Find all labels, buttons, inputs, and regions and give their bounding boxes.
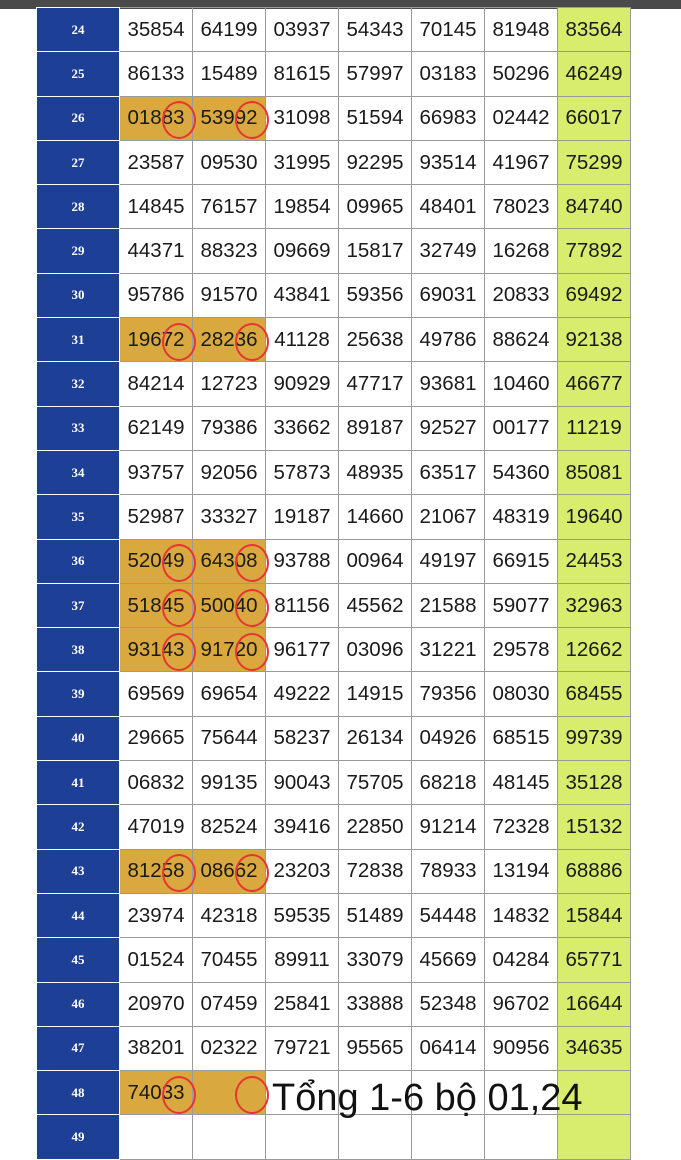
number-cell: 76157 (193, 185, 266, 229)
number-cell: 06414 (412, 1026, 485, 1070)
number-cell: 16644 (558, 982, 631, 1026)
number-cell: 93681 (412, 362, 485, 406)
table-row (37, 450, 631, 494)
number-cell: 91570 (193, 273, 266, 317)
number-cell: 95565 (339, 1026, 412, 1070)
number-cell: 50296 (485, 52, 558, 96)
number-cell: 91214 (412, 805, 485, 849)
number-cell: 70455 (193, 938, 266, 982)
number-cell: 92056 (193, 450, 266, 494)
number-cell: 14845 (120, 185, 193, 229)
row-index: 48 (37, 1071, 120, 1115)
number-cell: 75705 (339, 761, 412, 805)
number-cell: 28236 (193, 318, 266, 362)
number-cell: 08030 (485, 672, 558, 716)
row-index: 34 (37, 450, 120, 494)
number-cell: 79721 (266, 1026, 339, 1070)
row-index: 25 (37, 52, 120, 96)
number-cell: 25638 (339, 318, 412, 362)
number-cell: 31098 (266, 96, 339, 140)
number-cell: 15132 (558, 805, 631, 849)
number-cell: 64308 (193, 539, 266, 583)
row-index: 39 (37, 672, 120, 716)
row-index: 46 (37, 982, 120, 1026)
number-cell: 89187 (339, 406, 412, 450)
number-cell: 00177 (485, 406, 558, 450)
number-cell: 86133 (120, 52, 193, 96)
number-cell: 49786 (412, 318, 485, 362)
number-cell: 03183 (412, 52, 485, 96)
table-row (37, 1026, 631, 1070)
number-cell: 01883 (120, 96, 193, 140)
table-row (37, 893, 631, 937)
number-cell: 09965 (339, 185, 412, 229)
row-index: 26 (37, 96, 120, 140)
number-cell: 23974 (120, 893, 193, 937)
table-row (37, 628, 631, 672)
number-cell: 52987 (120, 495, 193, 539)
number-cell: 45562 (339, 583, 412, 627)
number-cell: 78933 (412, 849, 485, 893)
table-row (37, 849, 631, 893)
number-cell: 46249 (558, 52, 631, 96)
number-cell: 52348 (412, 982, 485, 1026)
number-cell: 90956 (485, 1026, 558, 1070)
number-cell: 72328 (485, 805, 558, 849)
number-cell: 65771 (558, 938, 631, 982)
number-cell: 78023 (485, 185, 558, 229)
table-row (37, 318, 631, 362)
table-row (37, 805, 631, 849)
row-index: 27 (37, 140, 120, 184)
number-cell: 69031 (412, 273, 485, 317)
number-cell: 12723 (193, 362, 266, 406)
number-cell: 23587 (120, 140, 193, 184)
number-cell: 53992 (193, 96, 266, 140)
table-row (37, 716, 631, 760)
number-cell: 20833 (485, 273, 558, 317)
number-cell: 39416 (266, 805, 339, 849)
number-cell: 23203 (266, 849, 339, 893)
number-cell: 95786 (120, 273, 193, 317)
number-cell: 74033 (120, 1071, 193, 1115)
table-row (37, 1115, 631, 1159)
row-index: 45 (37, 938, 120, 982)
table-row (37, 96, 631, 140)
number-cell: 88323 (193, 229, 266, 273)
table-row (37, 140, 631, 184)
number-cell: 92138 (558, 318, 631, 362)
number-cell: 54448 (412, 893, 485, 937)
number-cell: 16268 (485, 229, 558, 273)
number-cell: 01524 (120, 938, 193, 982)
number-cell: 68515 (485, 716, 558, 760)
number-cell: 90929 (266, 362, 339, 406)
table-row (37, 982, 631, 1026)
row-index: 33 (37, 406, 120, 450)
number-cell: 79356 (412, 672, 485, 716)
number-cell: 38201 (120, 1026, 193, 1070)
number-cell: 49222 (266, 672, 339, 716)
number-cell: 10460 (485, 362, 558, 406)
number-cell: 49197 (412, 539, 485, 583)
number-cell: 14832 (485, 893, 558, 937)
number-cell (193, 1071, 266, 1115)
number-cell: 93143 (120, 628, 193, 672)
number-cell: 52049 (120, 539, 193, 583)
number-cell: 33888 (339, 982, 412, 1026)
number-cell: 13194 (485, 849, 558, 893)
number-cell: 29665 (120, 716, 193, 760)
table-row (37, 52, 631, 96)
number-cell: 85081 (558, 450, 631, 494)
number-cell: 02442 (485, 96, 558, 140)
number-cell: 50040 (193, 583, 266, 627)
number-cell: 35128 (558, 761, 631, 805)
number-cell: 47717 (339, 362, 412, 406)
number-cell: 66017 (558, 96, 631, 140)
table-row (37, 406, 631, 450)
table-row (37, 185, 631, 229)
number-cell: 48319 (485, 495, 558, 539)
number-cell: 57873 (266, 450, 339, 494)
number-cell: 47019 (120, 805, 193, 849)
number-cell: 69654 (193, 672, 266, 716)
number-cell: 92295 (339, 140, 412, 184)
number-cell: 41967 (485, 140, 558, 184)
number-cell: 59356 (339, 273, 412, 317)
number-cell: 93514 (412, 140, 485, 184)
number-cell: 66915 (485, 539, 558, 583)
number-cell: 51594 (339, 96, 412, 140)
number-cell: 81156 (266, 583, 339, 627)
number-cell: 04926 (412, 716, 485, 760)
number-cell: 09669 (266, 229, 339, 273)
number-cell: 64199 (193, 8, 266, 52)
number-cell: 54343 (339, 8, 412, 52)
number-cell: 33327 (193, 495, 266, 539)
number-cell: 31221 (412, 628, 485, 672)
number-cell: 81948 (485, 8, 558, 52)
number-cell: 19672 (120, 318, 193, 362)
number-cell: 96702 (485, 982, 558, 1026)
number-cell: 00964 (339, 539, 412, 583)
row-index: 30 (37, 273, 120, 317)
number-cell (558, 1115, 631, 1159)
number-cell: 84740 (558, 185, 631, 229)
number-cell: 69569 (120, 672, 193, 716)
number-cell: 72838 (339, 849, 412, 893)
number-cell: 81615 (266, 52, 339, 96)
number-cell: 70145 (412, 8, 485, 52)
number-cell: 11219 (558, 406, 631, 450)
row-index: 28 (37, 185, 120, 229)
number-cell: 62149 (120, 406, 193, 450)
number-cell: 88624 (485, 318, 558, 362)
row-index: 42 (37, 805, 120, 849)
number-cell: 59077 (485, 583, 558, 627)
number-cell: 29578 (485, 628, 558, 672)
number-cell: 89911 (266, 938, 339, 982)
table-row (37, 761, 631, 805)
number-cell: 45669 (412, 938, 485, 982)
number-cell (193, 1115, 266, 1159)
number-cell (412, 1115, 485, 1159)
number-cell: 43841 (266, 273, 339, 317)
row-index: 37 (37, 583, 120, 627)
number-cell: 57997 (339, 52, 412, 96)
number-cell: 24453 (558, 539, 631, 583)
row-index: 49 (37, 1115, 120, 1159)
row-index: 24 (37, 8, 120, 52)
table-row (37, 8, 631, 52)
number-cell: 34635 (558, 1026, 631, 1070)
number-cell: 31995 (266, 140, 339, 184)
number-cell: 63517 (412, 450, 485, 494)
number-cell: 14660 (339, 495, 412, 539)
row-index: 36 (37, 539, 120, 583)
number-cell: 48401 (412, 185, 485, 229)
number-cell: 15489 (193, 52, 266, 96)
number-cell: 12662 (558, 628, 631, 672)
row-index: 35 (37, 495, 120, 539)
handwritten-caption: Tổng 1-6 bộ 01,24 (272, 1077, 583, 1119)
number-cell: 21588 (412, 583, 485, 627)
number-cell: 75644 (193, 716, 266, 760)
number-cell: 92527 (412, 406, 485, 450)
table-row (37, 938, 631, 982)
number-cell: 48145 (485, 761, 558, 805)
number-cell: 21067 (412, 495, 485, 539)
row-index: 47 (37, 1026, 120, 1070)
table-row (37, 539, 631, 583)
table-row (37, 583, 631, 627)
number-cell: 03937 (266, 8, 339, 52)
number-cell: 93757 (120, 450, 193, 494)
number-cell: 07459 (193, 982, 266, 1026)
row-index: 43 (37, 849, 120, 893)
number-cell: 51489 (339, 893, 412, 937)
number-cell (485, 1115, 558, 1159)
number-cell: 26134 (339, 716, 412, 760)
table-row (37, 495, 631, 539)
number-cell: 15817 (339, 229, 412, 273)
number-cell: 46677 (558, 362, 631, 406)
table-row (37, 229, 631, 273)
lottery-results-table (36, 7, 631, 1160)
number-cell: 33662 (266, 406, 339, 450)
number-cell: 15844 (558, 893, 631, 937)
number-cell: 91720 (193, 628, 266, 672)
number-cell: 68886 (558, 849, 631, 893)
number-cell: 03096 (339, 628, 412, 672)
number-cell: 08662 (193, 849, 266, 893)
number-cell: 19854 (266, 185, 339, 229)
row-index: 41 (37, 761, 120, 805)
number-cell: 83564 (558, 8, 631, 52)
table-row (37, 362, 631, 406)
row-index: 31 (37, 318, 120, 362)
number-cell: 44371 (120, 229, 193, 273)
number-cell: 25841 (266, 982, 339, 1026)
number-cell: 99739 (558, 716, 631, 760)
number-cell: 54360 (485, 450, 558, 494)
number-cell: 51845 (120, 583, 193, 627)
table-row (37, 273, 631, 317)
number-cell: 66983 (412, 96, 485, 140)
number-cell: 20970 (120, 982, 193, 1026)
number-cell (266, 1115, 339, 1159)
row-index: 29 (37, 229, 120, 273)
number-cell: 99135 (193, 761, 266, 805)
number-cell: 79386 (193, 406, 266, 450)
number-cell (120, 1115, 193, 1159)
number-cell: 14915 (339, 672, 412, 716)
number-cell: 96177 (266, 628, 339, 672)
number-cell: 90043 (266, 761, 339, 805)
number-cell: 32963 (558, 583, 631, 627)
number-cell: 82524 (193, 805, 266, 849)
number-cell: 02322 (193, 1026, 266, 1070)
table-row (37, 672, 631, 716)
number-cell: 69492 (558, 273, 631, 317)
number-cell: 93788 (266, 539, 339, 583)
number-cell: 68218 (412, 761, 485, 805)
number-cell: 58237 (266, 716, 339, 760)
number-cell: 04284 (485, 938, 558, 982)
number-cell: 81258 (120, 849, 193, 893)
number-cell: 32749 (412, 229, 485, 273)
number-cell: 06832 (120, 761, 193, 805)
number-cell: 68455 (558, 672, 631, 716)
number-cell: 42318 (193, 893, 266, 937)
number-cell: 75299 (558, 140, 631, 184)
row-index: 40 (37, 716, 120, 760)
number-cell: 19187 (266, 495, 339, 539)
row-index: 38 (37, 628, 120, 672)
number-cell: 48935 (339, 450, 412, 494)
number-cell: 09530 (193, 140, 266, 184)
number-cell: 59535 (266, 893, 339, 937)
row-index: 44 (37, 893, 120, 937)
number-cell: 22850 (339, 805, 412, 849)
number-cell: 19640 (558, 495, 631, 539)
number-cell: 35854 (120, 8, 193, 52)
number-cell: 84214 (120, 362, 193, 406)
number-cell: 77892 (558, 229, 631, 273)
number-cell: 41128 (266, 318, 339, 362)
row-index: 32 (37, 362, 120, 406)
number-cell: 33079 (339, 938, 412, 982)
number-cell (339, 1115, 412, 1159)
